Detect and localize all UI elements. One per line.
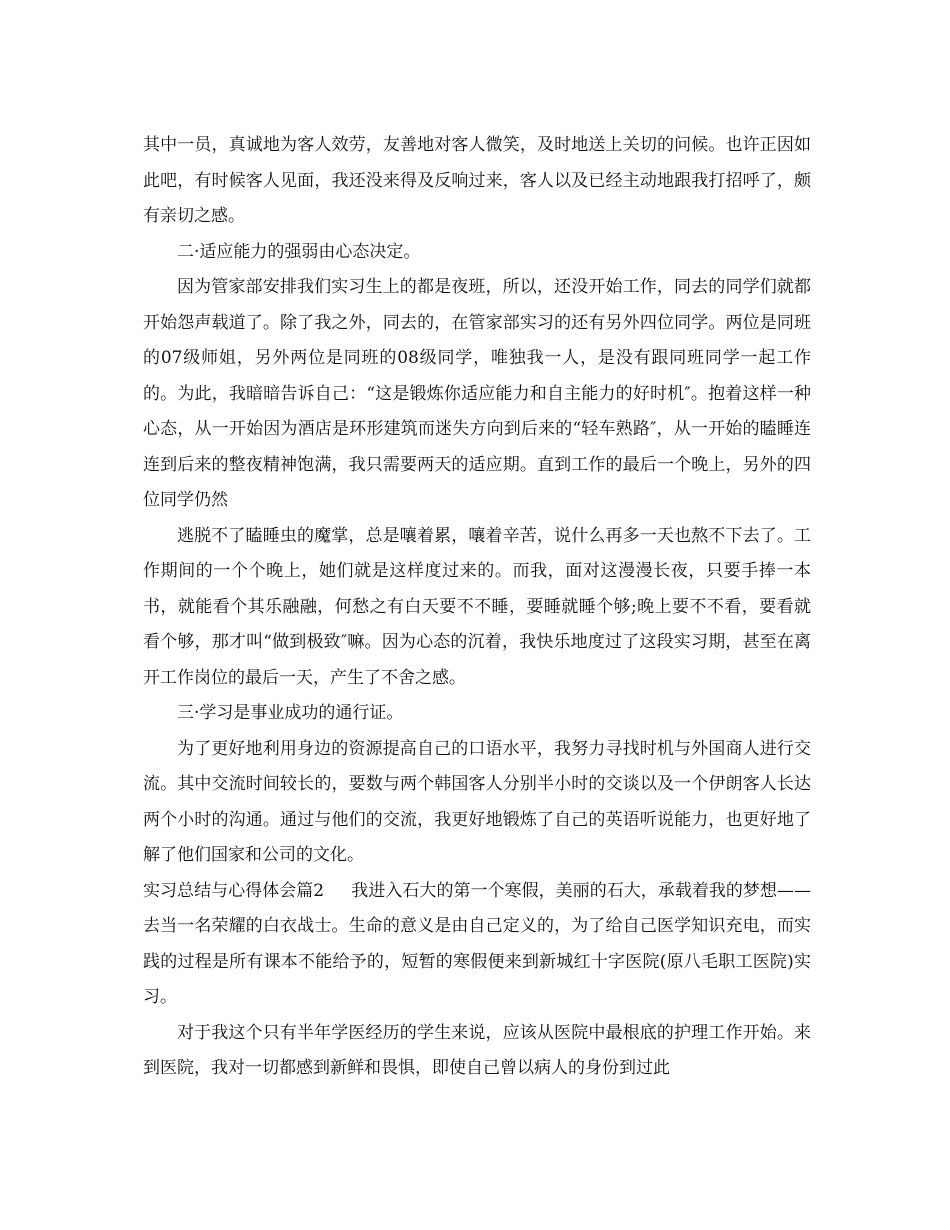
paragraph-hospital-start: 对于我这个只有半年学医经历的学生来说，应该从医院中最根底的护理工作开始。来到医院，我对一切都感到新鲜和畏惧，即使自己曾以病人的身份到过此 — [143, 1022, 811, 1078]
section-2-text: 我进入石大的第一个寒假，美丽的石大，承载着我的梦想——去当一名荣耀的白衣战士。生命的意义是由自己定义的，为了给自己医学知识充电，而实践的过程是所有课本不能给予的，短暂的寒假便来到新城红十字医院(原八毛职工医院)实习。 — [143, 880, 811, 1007]
paragraph-night-shift: 因为管家部安排我们实习生上的都是夜班，所以，还没开始工作，同去的同学们就都开始怨声载道了。除了我之外，同去的，在管家部实习的还有另外四位同学。两位是同班的07级师姐，另外两位是同班的08级同学，唯独我一人，是没有跟同班同学一起工作的。为此，我暗暗告诉自己：“这是锻炼你适应能力和自主能力的好时机″。抱着这样一种心态，从一开始因为酒店是环形建筑而迷失方向到后来的“轻车熟路″，从一开始的瞌睡连连到后来的整夜精神饱满，我只需要两天的适应期。直到工作的最后一个晚上，另外的四位同学仍然 — [143, 277, 811, 510]
section-2-paragraph — [143, 874, 811, 1016]
paragraph-intro: 其中一员，真诚地为客人效劳，友善地对客人微笑，及时地送上关切的问候。也许正因如此吧，有时候客人见面，我还没来得及反响过来，客人以及已经主动地跟我打招呼了，颇有亲切之感。 — [143, 135, 811, 226]
paragraph-sleepiness: 逃脱不了瞌睡虫的魔掌，总是嚷着累，嚷着辛苦，说什么再多一天也熬不下去了。工作期间的一个个晚上，她们就是这样度过来的。而我，面对这漫漫长夜，只要手捧一本书，就能看个其乐融融，何愁之有白天要不不睡，要睡就睡个够;晚上要不不看，要看就看个够，那才叫“做到极致″嘛。因为心态的沉着，我快乐地度过了这段实习期，甚至在离开工作岗位的最后一天，产生了不舍之感。 — [143, 525, 811, 688]
heading-learning: 三·学习是事业成功的通行证。 — [177, 703, 404, 723]
document-body — [143, 128, 811, 1087]
paragraph-foreign-exchange: 为了更好地利用身边的资源提高自己的口语水平，我努力寻找时机与外国商人进行交流。其中交流时间较长的，要数与两个韩国客人分别半小时的交谈以及一个伊朗客人长达两个小时的沟通。通过与他们的交流，我更好地锻炼了自己的英语听说能力，也更好地了解了他们国家和公司的文化。 — [143, 738, 811, 865]
heading-adaptability: 二·适应能力的强弱由心态决定。 — [177, 241, 421, 262]
section-2-heading: 实习总结与心得体会篇2 — [143, 880, 325, 901]
